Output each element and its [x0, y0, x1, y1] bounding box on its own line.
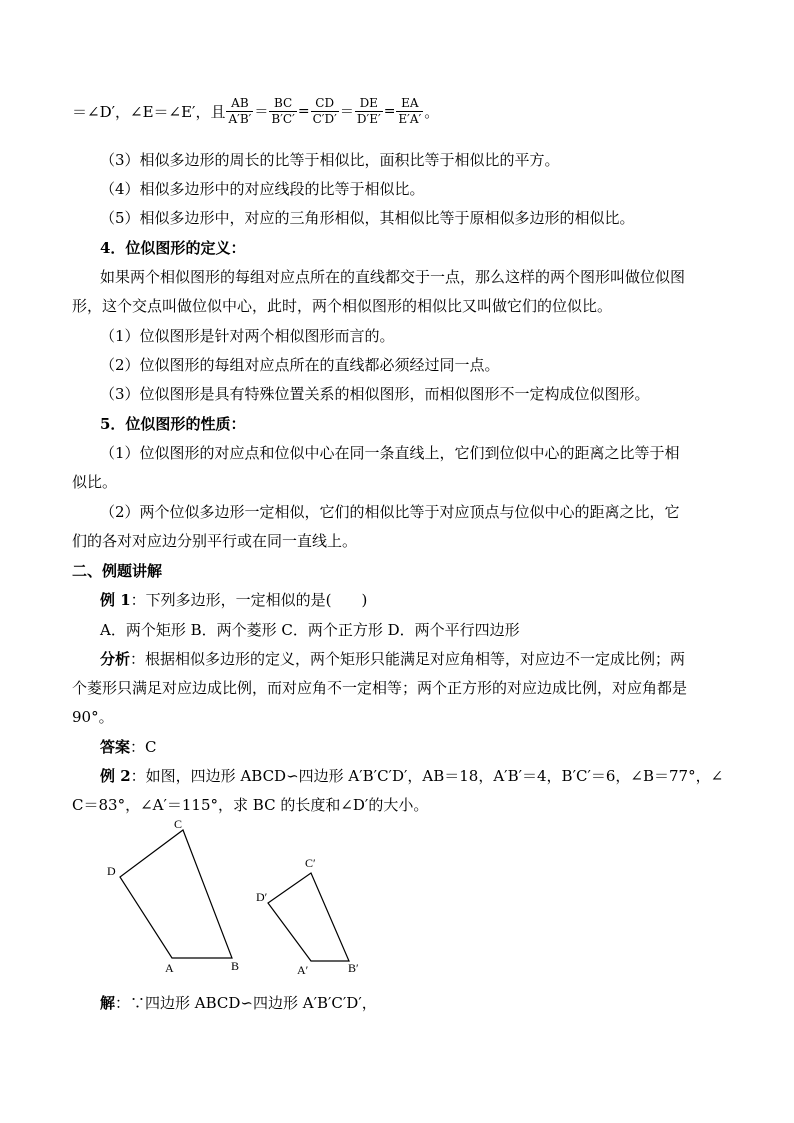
op-2: = [297, 103, 310, 120]
fraction-ea: $\frac{EA}{E'A'}$ [398, 96, 422, 126]
sec5-p2-line-1: （2）两个位似多边形一定相似，它们的相似比等于对应顶点与位似中心的距离之比，它 [100, 503, 680, 521]
ex1-question [100, 589, 367, 610]
label-b-prime: B′ [348, 961, 359, 975]
analysis-label: 分析 [100, 650, 131, 668]
ex2-label: 例 2 [100, 767, 131, 785]
solution-label: 解 [100, 994, 116, 1012]
examples-heading: 二、例题讲解 [72, 562, 163, 580]
ex1-answer [100, 736, 157, 757]
quadrilateral-a-prime-b-prime-c-prime-d-prime [268, 873, 349, 961]
ex1-analysis-line-2: 个菱形只满足对应边成比例，而对应角不一定相等；两个正方形的对应边成比例，对应角都是 [72, 679, 688, 697]
ratio-prefix: ＝∠D′，∠E＝∠E′，且 [72, 103, 226, 121]
label-c: C [174, 817, 183, 831]
op-3: ＝ [339, 104, 354, 121]
ex2-solution [100, 992, 377, 1013]
sec4-item-1: （1）位似图形是针对两个相似图形而言的。 [100, 327, 395, 345]
label-b: B [231, 959, 240, 973]
fraction-ab: $\frac{AB}{A'B'}$ [228, 96, 252, 126]
ex1-label: 例 1 [100, 591, 131, 609]
sec4-item-3: （3）位似图形是具有特殊位置关系的相似图形，而相似图形不一定构成位似图形。 [100, 385, 650, 403]
label-c-prime: C′ [305, 856, 316, 870]
label-d: D [107, 864, 116, 878]
label-d-prime: D′ [256, 890, 268, 904]
ex2-question-text-1: ：如图，四边形 ABCD∽四边形 A′B′C′D′，AB＝18，A′B′＝4，B′C′＝6，∠B＝77°，∠ [130, 767, 724, 785]
ex2-question-line-1 [100, 765, 723, 786]
sec5-p1-line-2: 似比。 [72, 473, 118, 491]
prop-5: （5）相似多边形中，对应的三角形相似，其相似比等于原相似多边形的相似比。 [100, 209, 635, 227]
ex1-analysis-line-3: 90°。 [72, 708, 114, 726]
ratio-line [72, 96, 439, 127]
sec4-item-2: （2）位似图形的每组对应点所在的直线都必须经过同一点。 [100, 356, 500, 374]
fraction-bc: $\frac{BC}{B'C'}$ [271, 96, 295, 126]
analysis-text-1: ：根据相似多边形的定义，两个矩形只能满足对应角相等，对应边不一定成比例；两 [130, 650, 686, 668]
ex2-question-line-2: C＝83°，∠A′＝115°，求 BC 的长度和∠D′的大小。 [72, 796, 429, 814]
sec5-p2-line-2: 们的各对对应边分别平行或在同一直线上。 [72, 532, 358, 550]
solution-text: ：∵四边形 ABCD∽四边形 A′B′C′D′， [115, 994, 377, 1012]
fraction-cd: $\frac{CD}{C'D'}$ [312, 96, 337, 126]
op-4: = [383, 103, 396, 120]
sec4-definition-line-1: 如果两个相似图形的每组对应点所在的直线都交于一点，那么这样的两个图形叫做位似图 [100, 268, 686, 286]
answer-text: ：C [130, 738, 157, 756]
sec5-p1-line-1: （1）位似图形的对应点和位似中心在同一条直线上，它们到位似中心的距离之比等于相 [100, 444, 680, 462]
sec4-definition-line-2: 形，这个交点叫做位似中心，此时，两个相似图形的相似比又叫做它们的位似比。 [72, 297, 613, 315]
label-a: A [165, 961, 174, 975]
quadrilateral-abcd [120, 830, 232, 958]
ex1-analysis-line-1 [100, 648, 685, 669]
op-1: ＝ [254, 104, 269, 121]
answer-label: 答案 [100, 738, 131, 756]
fraction-de: $\frac{DE}{D'E'}$ [356, 96, 381, 126]
ratio-suffix: 。 [424, 103, 440, 121]
section-4-heading: 4．位似图形的定义： [100, 239, 246, 257]
prop-3: （3）相似多边形的周长的比等于相似比，面积比等于相似比的平方。 [100, 151, 560, 169]
section-5-heading: 5．位似图形的性质： [100, 415, 246, 433]
ex1-question-text: ：下列多边形，一定相似的是( ) [130, 591, 368, 609]
ex1-options: A．两个矩形 B．两个菱形 C．两个正方形 D．两个平行四边形 [100, 621, 520, 639]
label-a-prime: A′ [297, 963, 309, 977]
prop-4: （4）相似多边形中的对应线段的比等于相似比。 [100, 180, 425, 198]
